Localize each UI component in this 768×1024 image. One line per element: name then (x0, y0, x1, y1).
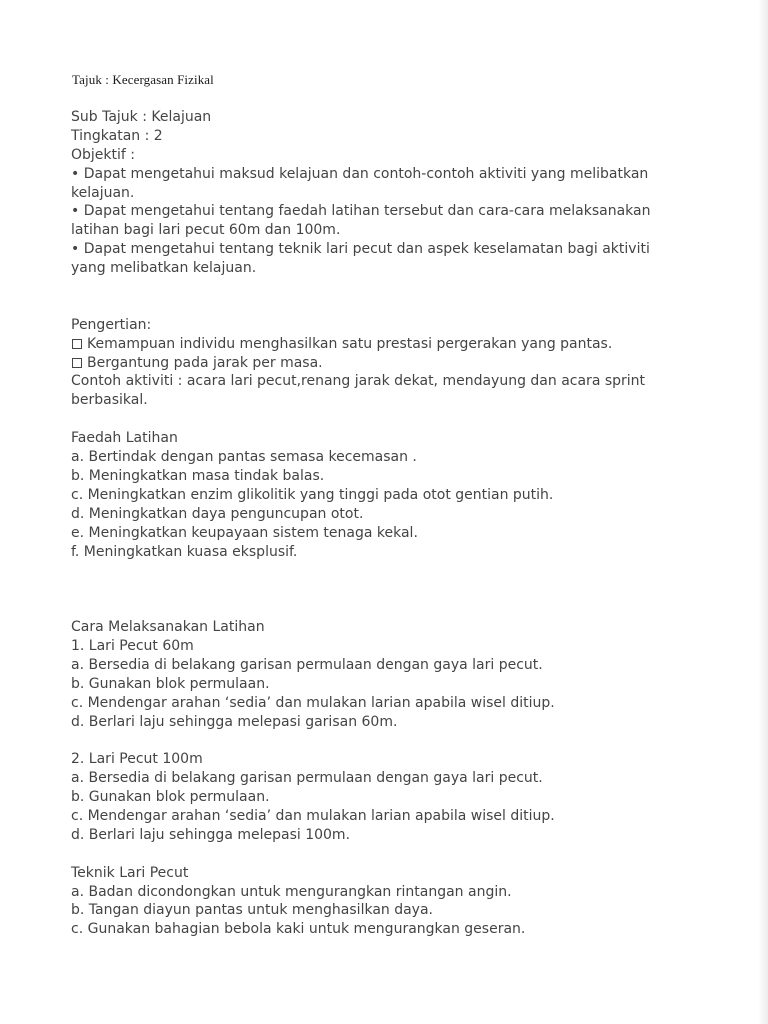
cara-step: c. Mendengar arahan ‘sedia’ dan mulakan larian apabila wisel ditiup. (71, 694, 555, 711)
objective-item-2: • Dapat mengetahui tentang faedah latihan tersebut dan cara-cara melaksanakan (71, 203, 651, 220)
teknik-item: a. Badan dicondongkan untuk mengurangkan rintangan angin. (71, 883, 512, 900)
pengertian-item (71, 335, 721, 354)
spacer (71, 410, 721, 429)
cara-step: c. Mendengar arahan ‘sedia’ dan mulakan larian apabila wisel ditiup. (71, 807, 555, 824)
document-body (71, 108, 721, 939)
spacer (71, 561, 721, 618)
pengertian-item (71, 354, 721, 373)
cara-section-title: 1. Lari Pecut 60m (71, 637, 194, 654)
document-title (72, 72, 214, 88)
page-edge-shadow (758, 0, 768, 1024)
cara-section-title: 2. Lari Pecut 100m (71, 751, 203, 768)
title-label: Tajuk (72, 72, 102, 87)
faedah-item: b. Meningkatkan masa tindak balas. (71, 467, 325, 484)
objective-item-1-cont: kelajuan. (71, 184, 135, 201)
faedah-item: e. Meningkatkan keupayaan sistem tenaga kekal. (71, 524, 418, 541)
sub-tajuk-line: Sub Tajuk : Kelajuan (71, 109, 212, 125)
cara-heading: Cara Melaksanakan Latihan (71, 619, 265, 636)
cara-step: d. Berlari laju sehingga melepasi garisan 60m. (71, 713, 398, 730)
checkbox-icon (72, 358, 82, 368)
cara-step: a. Bersedia di belakang garisan permulaan dengan gaya lari pecut. (71, 656, 543, 673)
teknik-item: b. Tangan diayun pantas untuk menghasilkan daya. (71, 902, 433, 919)
title-value: Kecergasan Fizikal (112, 72, 214, 87)
objective-item-2-cont: latihan bagi lari pecut 60m dan 100m. (71, 222, 341, 239)
objective-item-3: • Dapat mengetahui tentang teknik lari pecut dan aspek keselamatan bagi aktiviti (71, 241, 650, 258)
checkbox-icon (72, 339, 82, 349)
faedah-heading: Faedah Latihan (71, 430, 178, 447)
tingkatan-line: Tingkatan : 2 (71, 127, 163, 144)
contoh-aktiviti-cont: berbasikal. (71, 392, 148, 409)
objektif-label: Objektif : (71, 146, 135, 163)
cara-step: a. Bersedia di belakang garisan permulaan dengan gaya lari pecut. (71, 770, 543, 787)
teknik-item: c. Gunakan bahagian bebola kaki untuk mengurangkan geseran. (71, 921, 526, 938)
pengertian-item-text: Bergantung pada jarak per masa. (87, 354, 323, 371)
objective-item-1: • Dapat mengetahui maksud kelajuan dan contoh-contoh aktiviti yang melibatkan (71, 165, 649, 182)
spacer (71, 731, 721, 750)
cara-step: b. Gunakan blok permulaan. (71, 789, 270, 806)
pengertian-heading: Pengertian: (71, 316, 152, 333)
spacer (71, 845, 721, 864)
cara-step: b. Gunakan blok permulaan. (71, 675, 270, 692)
title-separator: : (101, 72, 113, 87)
pengertian-item-text: Kemampuan individu menghasilkan satu prestasi pergerakan yang pantas. (87, 335, 613, 352)
teknik-heading: Teknik Lari Pecut (71, 864, 189, 881)
faedah-item: a. Bertindak dengan pantas semasa kecemasan . (71, 449, 417, 466)
objective-item-3-cont: yang melibatkan kelajuan. (71, 260, 257, 277)
spacer (71, 278, 721, 316)
faedah-item: d. Meningkatkan daya penguncupan otot. (71, 505, 364, 522)
faedah-item: f. Meningkatkan kuasa eksplusif. (71, 543, 298, 560)
contoh-aktiviti-line: Contoh aktiviti : acara lari pecut,renang jarak dekat, mendayung dan acara sprint (71, 373, 646, 390)
faedah-item: c. Meningkatkan enzim glikolitik yang tinggi pada otot gentian putih. (71, 486, 554, 503)
cara-step: d. Berlari laju sehingga melepasi 100m. (71, 826, 351, 843)
